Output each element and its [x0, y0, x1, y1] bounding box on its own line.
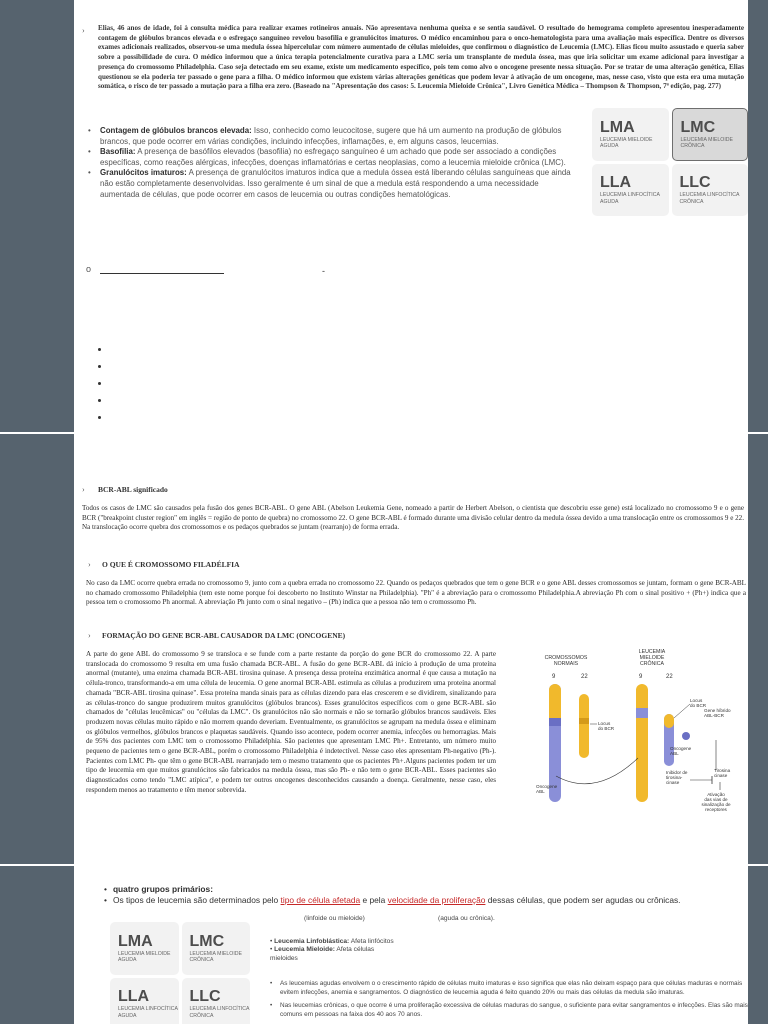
- cml-title: LEUCEMIA MIELOIDE CRÔNICA: [638, 649, 666, 667]
- bullet-dot-icon: •: [88, 126, 91, 135]
- section-heading: O QUE É CROMOSSOMO FILADÉLFIA: [102, 560, 240, 569]
- leukemia-name: LEUCEMIA MIELOIDE AGUDA: [118, 950, 171, 964]
- acute-chronic-list: [270, 980, 748, 1019]
- leukemia-name: LEUCEMIA MIELOIDE AGUDA: [600, 136, 653, 150]
- definitions-list: [270, 938, 400, 963]
- left-rail: [0, 0, 74, 1024]
- leukemia-type-lmc: [182, 922, 251, 975]
- leukemia-abbr: LLA: [600, 174, 632, 192]
- bullet-arrow-icon: ›: [88, 631, 91, 640]
- empty-bullet: [98, 378, 118, 395]
- empty-bullet: [98, 412, 118, 429]
- page-separator: [748, 432, 768, 434]
- cell-type-note: (linfoide ou mieloide): [304, 915, 365, 922]
- finding-text: A presença de basófilos elevados (basofilia) no esfregaço sanguíneo é um achado que pode ser associado a condições específicas, como reações alérgicas, infecções, doenças inflamatórias e certas neoplasias, como a leucemia mieloide crônica (LMC).: [100, 147, 566, 167]
- abl-locus-label: Locus do BCR: [690, 698, 707, 708]
- bullet-arrow-icon: ›: [82, 26, 85, 35]
- text-run: e pela: [360, 895, 388, 905]
- tyrosine-kinase-label: Tirosina cinase: [714, 768, 731, 778]
- finding-text: Isso, conhecido como leucocitose, sugere que há um aumento na produção de glóbulos brancos, que pode ocorrer em várias condições, incluindo infecções, inflamações, e, em alguns casos, leucemias.: [100, 126, 562, 146]
- page-separator: [0, 864, 74, 866]
- document-page-3: [74, 866, 748, 1024]
- leukemia-abbr: LLC: [189, 988, 221, 1006]
- hybrid-gene-label: Gene híbrido ABL-BCR: [704, 708, 731, 718]
- leukemia-types-grid: [592, 108, 748, 216]
- highlight-cell-type: tipo de célula afetada: [280, 895, 361, 905]
- dash-mark: -: [322, 266, 325, 276]
- bullet-dot-icon: •: [270, 980, 273, 987]
- finding-term: Granulócitos imaturos:: [100, 168, 187, 178]
- section-heading: FORMAÇÃO DO GENE BCR-ABL CAUSADOR DA LMC (ONCOGENE): [102, 631, 346, 640]
- leukemia-name: LEUCEMIA MIELOIDE CRÔNICA: [680, 136, 733, 150]
- paragraph-oncogene: A parte do gene ABL do cromossomo 9 se transloca e se funde com a parte restante da porção do gene BCR do cromossomo 22. A parte translocada do cromossomo 9 resulta em uma fusão chamada BCR-ABL. A fusão do gene BCR-ABL dá início à produção de uma proteína anormal (mutante), uma enzima chamada BCR-ABL tirosina quinase. A presença dessa proteína enzimática anormal é que causa a mutação na célula-tronco, transformando-a em uma célula de leucemia. O gene anormal BCR-ABL estimula as células a produzirem uma proteína anormal chamada "BCR-ABL tirosina quinase". Essa proteína manda sinais para as células dizendo para elas crescerem e se dividirem, sinalizando para as células-tronco do sangue produzirem muitos granulócitos (glóbulos brancos). Esses granulócitos específicos com o gene BCR-ABL são chamados de "células leucêmicas" ou "células da LMC". Os granulócitos não são normais e não se tornarão glóbulos brancos saudáveis. Eles produzem novas células muito rápido e não morrem quando deveriam. Eventualmente, os granulócitos se agrupam na medula óssea e eliminam os glóbulos vermelhos, glóbulos brancos e plaquetas saudáveis. Quando isso acontece, podem ocorrer anemia, infecções ou hemorragias. Mais de 95% dos pacientes com LMC tem o cromossomo Philadelphia. São pacientes que apresentam LMC Ph+. Entretanto, um número muito pequeno de pacientes tem o gene BCR-ABL, porém o cromossomo Philadelphia é indetectível. Nesse caso eles apresentam Ph-negativo (Ph-). Pacientes com LMC Ph- que têm o gene BCR-ABL rearranjado tem o mesmo tratamento que os pacientes Ph+.Alguns pacientes podem ter um tipo de leucemia em que muitos granulócitos são fabricados na medula óssea, mas são Ph- e não tem o gene BCR-ABL. Esses pacientes são diagnosticados como tendo "LMC atípica", e podem ter outros oncogenes desconhecidos causando a doença. Geralmente, nesse caso, eles respondem menos ao tratamento e têm menor sobrevida.: [86, 650, 496, 794]
- leukemia-name: LEUCEMIA LINFOCÍTICA CRÔNICA: [679, 192, 740, 205]
- bullet-arrow-icon: ›: [88, 560, 91, 569]
- leukemia-name: LEUCEMIA LINFOCÍTICA AGUDA: [600, 192, 660, 205]
- leukemia-type-lma: [592, 108, 669, 161]
- page-separator: [0, 432, 74, 434]
- finding-item: [88, 126, 572, 147]
- leukemia-name: LEUCEMIA LINFOCÍTICA CRÔNICA: [189, 1006, 250, 1019]
- oncogene-abl-label: Oncogene ABL: [670, 746, 692, 756]
- bullet-arrow-icon: ›: [82, 485, 85, 494]
- highlight-proliferation: velocidade da proliferação: [387, 895, 486, 905]
- activation-label: Ativação das vias de sinalização de receptores: [701, 792, 731, 812]
- empty-bullet: [98, 344, 118, 361]
- finding-term: Basofilia:: [100, 147, 136, 157]
- leukemia-abbr: LMC: [680, 118, 716, 136]
- findings-list: [88, 126, 572, 200]
- leukemia-abbr: LLC: [679, 174, 711, 192]
- empty-bullet: [98, 361, 118, 378]
- paragraph-philadelphia: No caso da LMC ocorre quebra errada no cromossomo 9, junto com a quebra errada no cromossomo 22. Quando os pedaços quebrados que tem o gene BCR e o gene ABL desses cromossomos se juntam, formam o gene BCR-ABL no chamado cromossomo Philadelphia (tem este nome porque foi descoberto no Instituto Winstar na Philadelphia). "Ph" é a abreviação para o cromossomo Philadelphia.A abreviação Ph com o sinal positivo + (Ph+) indica que a pessoa tem o cromossomo Ph anormal. A abreviação Ph junto com o sinal negativo – (Ph) indica que a pessoa não tem o cromossomo Ph.: [86, 579, 746, 607]
- leukemia-name: LEUCEMIA LINFOCÍTICA AGUDA: [118, 1006, 178, 1019]
- leukemia-type-lla: [592, 164, 669, 217]
- chronic-item: [270, 1002, 748, 1019]
- translocation-arrow: [556, 758, 638, 784]
- leukemia-type-lla: [110, 978, 179, 1024]
- definition-term: Leucemia Mieloide:: [274, 946, 335, 954]
- leukemia-abbr: LLA: [118, 988, 150, 1006]
- list-marker: o: [86, 264, 92, 274]
- types-bullet: [104, 895, 748, 905]
- normal-chromosomes-title: CROMOSSOMOS NORMAIS: [544, 655, 588, 667]
- groups-bullet: [104, 884, 213, 894]
- finding-text: A presença de granulócitos imaturos indica que a medula óssea está liberando células sanguíneas que ainda não estão completamente desenvolvidas. Isso geralmente é um sinal de que a medula está respondendo a uma necessidade aumentada de células, que pode ocorrer em casos de leucemia ou outras condições hematológicas.: [100, 168, 571, 199]
- leukemia-types-grid-2: [110, 922, 250, 1024]
- inhibitor-label: Inibidor de tirosina-cinase: [666, 770, 688, 785]
- paragraph-bcr-abl: Todos os casos de LMC são causados pela fusão dos genes BCR-ABL. O gene ABL (Abelson Leukemia Gene, nomeado a partir de Herbert Abelson, o cientista que descobriu esse gene) está localizado no cromossomo 9 e o gene BCR ("breakpoint cluster region" em inglês = região de ponto de quebra) no cromossomo 22. O gene BCR-ABL é formado durante uma divisão celular dentro da medula óssea devido a uma translocação entre os cromossomos 9 e 22. Na translocação ocorre quebra dos cromossomos e os pedaços quebrados se juntam (rearranjo) de forma errada.: [82, 504, 744, 532]
- document-page-2: [74, 434, 748, 864]
- finding-item: [88, 168, 572, 200]
- leukemia-name: LEUCEMIA MIELOIDE CRÔNICA: [189, 950, 242, 964]
- definition-item: • Leucemia Linfoblástica: Afeta linfócitos: [270, 938, 394, 945]
- leukemia-type-lmc: [672, 108, 749, 161]
- chronic-text: Nas leucemias crônicas, o que ocorre é uma proliferação excessiva de células maduras do sangue, o suficiente para evitar sangramentos e infecções. Elas são mais comuns em pessoas na faixa dos 40 aos 70 anos.: [280, 1002, 748, 1018]
- leukemia-abbr: LMA: [600, 118, 635, 136]
- chromosome-label-22: 22: [581, 674, 588, 680]
- definition-text: Afeta linfócitos: [349, 938, 394, 945]
- bullet-dot-icon: •: [88, 168, 91, 178]
- bullet-dot-icon: •: [88, 147, 91, 157]
- page-separator: [748, 864, 768, 866]
- case-description: Elias, 46 anos de idade, foi à consulta médica para realizar exames rotineiros anuais. Não apresentava nenhuma queixa e se sentia saudável. O resultado do hemograma completo apresentou inesperadamente contagem de glóbulos brancos elevada e o esfregaço sanguíneo revelou basofilia e granulócitos imaturos. O médico encaminhou para o onco-hematologista para uma avaliação mais específica. Dentre os diversos exames adicionais realizados, observou-se uma medula óssea hipercelular com número aumentado de células mieloides, que confirmou o diagnóstico de Leucemia (LMC). Elias ficou muito assustado e queria saber sobre a possibilidade de cura. O médico informou que a única terapia potencialmente curativa para a LMC seria um transplante de medula óssea, mas que iria solicitar um exame adicional para investigar a presença do cromossomo Philadelphia. Caso seja detectado em seu exame, existe um medicamento específico, pois tem como alvo o oncogene presente nessa situação. Por se tratar de uma alteração genética, Elias questionou se ela poderia ter passado o gene para a filha. O médico informou que existem várias alterações genéticas que podem levar à ativação de um oncogene, mas, nesse caso, visto que esta era uma mutação somática, o risco de ter passado a mutação para a filha era zero. (Baseado na "Apresentação dos casos: 5. Leucemia Mieloide Crônica", Livro Genética Médica – Thompson & Thompson, 7ª edição, pag. 277): [98, 24, 744, 91]
- tyrosine-kinase-icon: [682, 732, 690, 740]
- empty-bullet-list: [98, 344, 118, 429]
- definition-text: Afeta células mieloides: [270, 946, 375, 962]
- document-page-1: [74, 0, 748, 432]
- definition-term: Leucemia Linfoblástica:: [274, 938, 350, 945]
- chromosome-9-translocated: [636, 684, 648, 802]
- text-run: dessas células, que podem ser agudas ou crônicas.: [485, 895, 681, 905]
- answer-blank-line[interactable]: [100, 273, 224, 274]
- finding-item: [88, 147, 572, 168]
- leukemia-type-llc: [182, 978, 251, 1024]
- leukemia-type-llc: [672, 164, 749, 217]
- translocation-diagram: [506, 648, 746, 818]
- chromosome-label-9: 9: [552, 674, 556, 680]
- acute-text: As leucemias agudas envolvem o o crescimento rápido de células muito imaturas e isso significa que elas não deixam espaço para que células maduras e normais evitem infecções, anemia e sangramentos. O diagnóstico de leucemia aguda é feito quando 20% ou mais das células da medula são imaturas.: [280, 980, 743, 996]
- bullet-dot-icon: •: [104, 895, 107, 905]
- chromosome-22-normal: [579, 694, 589, 758]
- oncogene-abl-bottom-label: Oncogene ABL: [536, 784, 558, 794]
- text-run: Os tipos de leucemia são determinados pelo: [112, 895, 281, 905]
- bullet-dot-icon: •: [104, 884, 107, 894]
- finding-term: Contagem de glóbulos brancos elevada:: [100, 126, 252, 135]
- leukemia-abbr: LMA: [118, 932, 153, 950]
- bullet-dot-icon: •: [270, 1002, 273, 1010]
- chromosome-label-22: 22: [666, 674, 673, 680]
- section-heading: BCR-ABL significado: [98, 485, 168, 494]
- acute-item: [270, 980, 748, 997]
- chromosome-label-9: 9: [639, 674, 643, 680]
- groups-heading: quatro grupos primários:: [112, 884, 213, 894]
- right-rail: [748, 0, 768, 1024]
- empty-bullet: [98, 395, 118, 412]
- definition-item: • Leucemia Mieloide: Afeta células mieloides: [270, 946, 375, 962]
- speed-note: (aguda ou crônica).: [438, 915, 495, 922]
- leukemia-type-lma: [110, 922, 179, 975]
- leukemia-abbr: LMC: [189, 932, 225, 950]
- bcr-locus-label: Locus do BCR: [598, 721, 615, 731]
